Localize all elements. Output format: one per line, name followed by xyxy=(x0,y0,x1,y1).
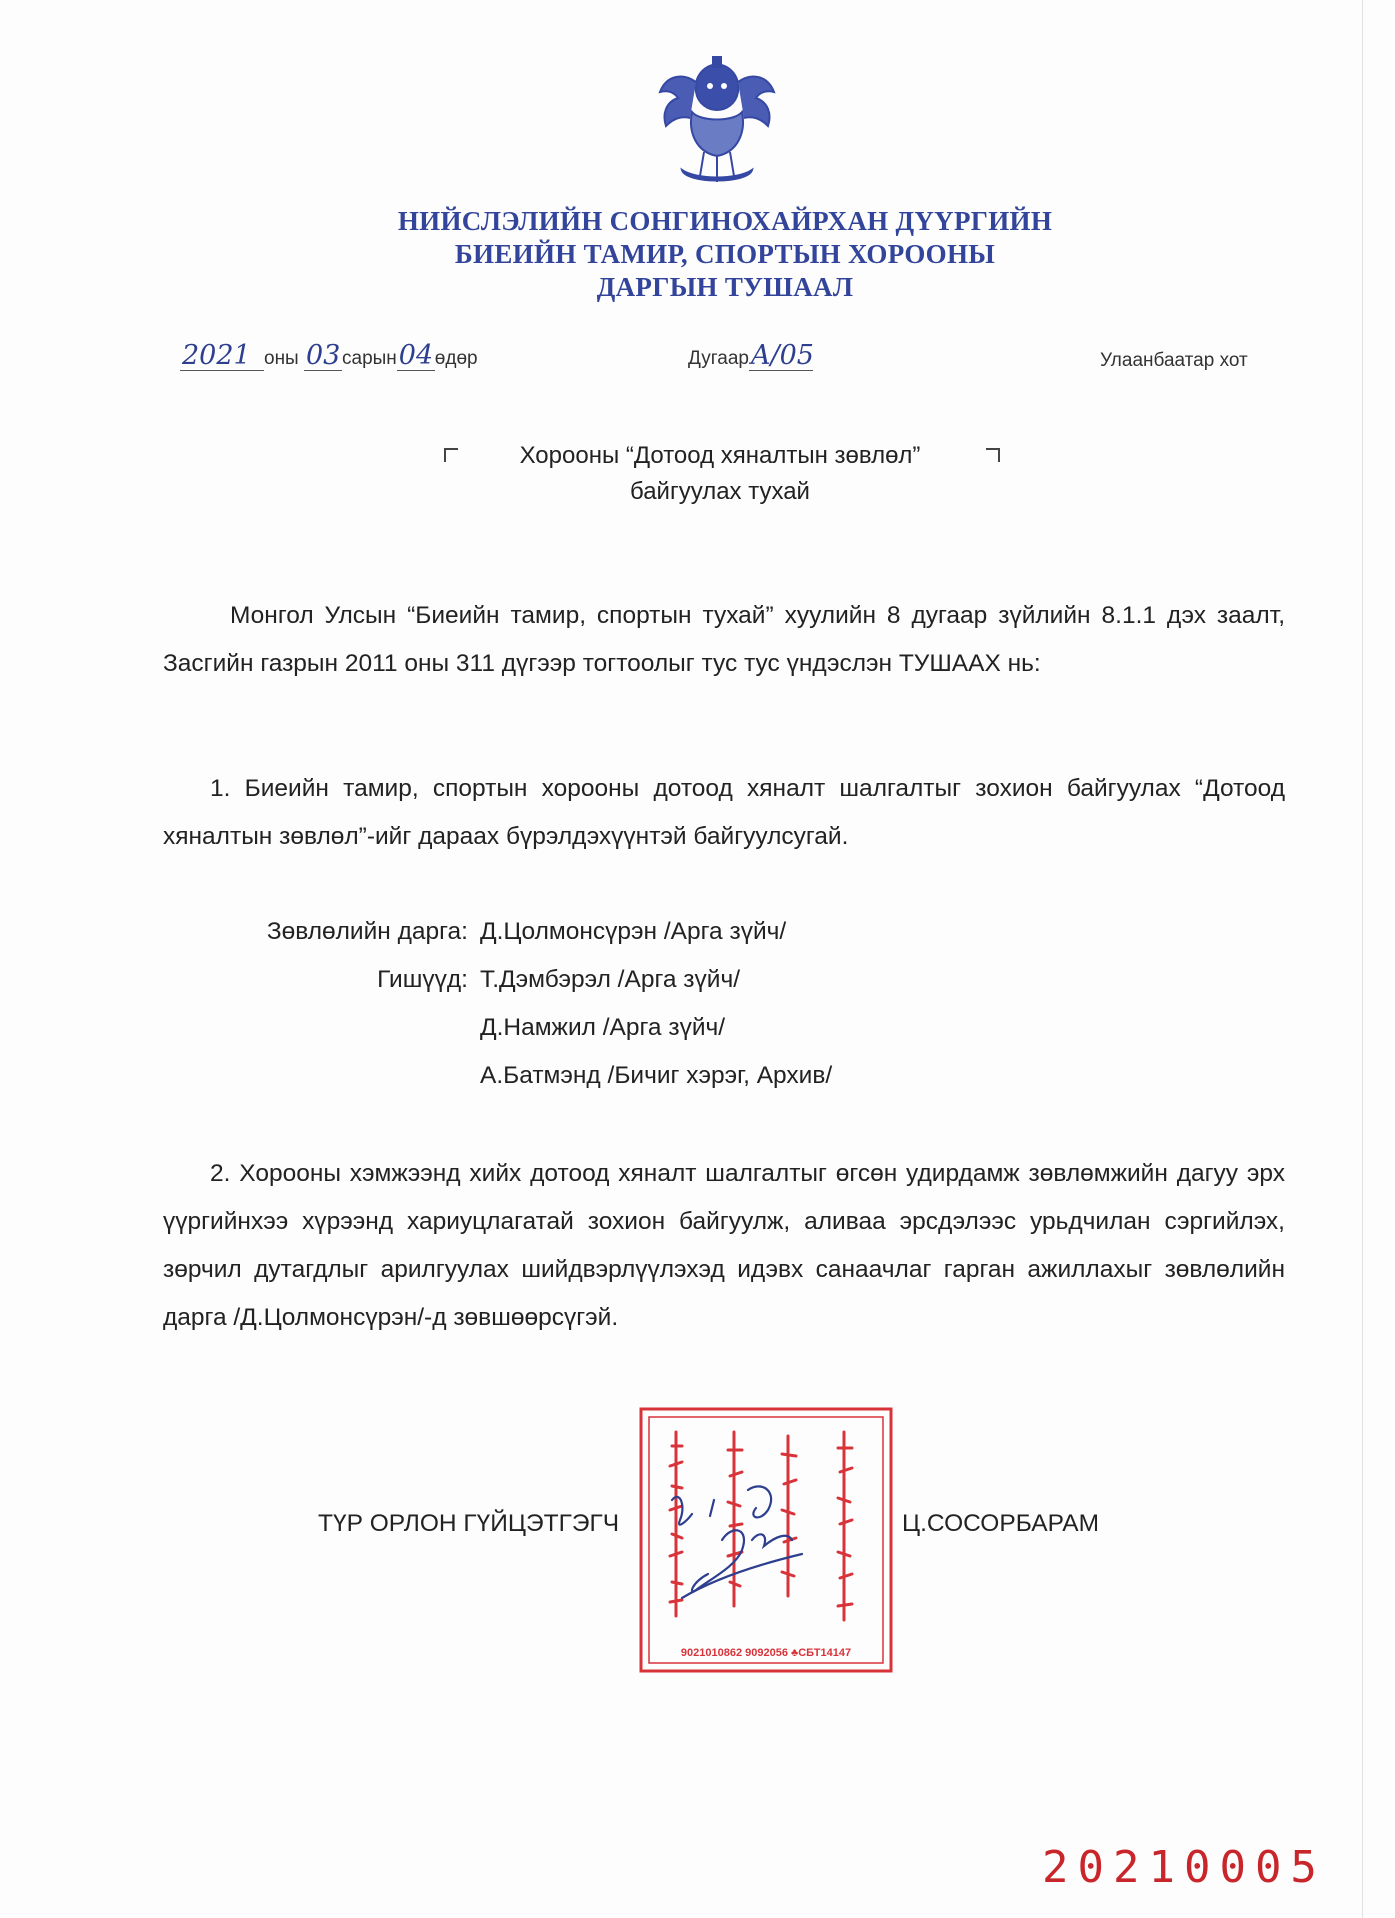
council-member-labels xyxy=(200,908,468,1004)
chair-name: Д.Цолмонсүрэн /Арга зүйч/ xyxy=(480,918,787,945)
date-day: 04 xyxy=(398,340,434,371)
signatory-title: ТҮР ОРЛОН ГҮЙЦЭТГЭГЧ xyxy=(318,1510,620,1537)
date-year: 2021 xyxy=(180,342,264,371)
document-date xyxy=(180,342,478,371)
order-item-2: 2. Хорооны хэмжээнд хийх дотоод хяналт шалгалтыг өгсөн удирдамж зөвлөмжийн дагуу эрх үүргийнхээ хүрээнд хариуцлагатай зохион байгуулж, аливаа эрсдэлээс урьдчилан сэргийлэх, зөрчил дутагдлыг арилгуулах шийдвэрлүүлэхэд идэвх санаачлаг гарган ажиллахыг зөвлөлийн дарга /Д.Цолмонсүрэн/-д зөвшөөрсүгэй. xyxy=(163,1160,1285,1331)
header-line-1: НИЙСЛЭЛИЙН СОНГИНОХАЙРХАН ДҮҮРГИЙН xyxy=(397,206,1053,236)
date-month-suffix: сарын xyxy=(342,348,397,369)
document-city: Улаанбаатар хот xyxy=(1100,350,1248,371)
number-value: A/05 xyxy=(751,340,814,371)
member-name: А.Батмэнд /Бичиг хэрэг, Архив/ xyxy=(480,1062,833,1089)
document-number xyxy=(688,342,813,371)
date-year-suffix: оны xyxy=(264,348,299,369)
page-edge xyxy=(1362,0,1363,1918)
handwritten-signature xyxy=(652,1470,832,1620)
member-name: Т.Дэмбэрэл /Арга зүйч/ xyxy=(480,966,741,993)
preamble-paragraph: Монгол Улсын “Биеийн тамир, спортын тухай” хуулийн 8 дугаар зүйлийн 8.1.1 дэх заалт, Засгийн газрын 2011 оны 311 дүгээр тогтоолыг тус тус үндэслэн ТУШААХ нь: xyxy=(163,602,1285,677)
date-day-suffix: өдөр xyxy=(434,348,478,369)
order-item-1: 1. Биеийн тамир, спортын хорооны дотоод хяналт шалгалтыг зохион байгуулах “Дотоод хяналтын зөвлөл”-ийг дараах бүрэлдэхүүнтэй байгуулсугай. xyxy=(163,775,1285,850)
chair-label: Зөвлөлийн дарга: xyxy=(266,918,468,945)
subject-line-1: Хорооны “Дотоод хяналтын зөвлөл” xyxy=(519,442,921,469)
signatory-name: Ц.СОСОРБАРАМ xyxy=(902,1510,1100,1537)
stamp-codes: 9021010862 9092056 ♣СБТ14147 xyxy=(680,1647,852,1659)
document-subject xyxy=(440,438,1000,510)
registration-number: 20210005 xyxy=(1042,1842,1326,1893)
member-name: Д.Намжил /Арга зүйч/ xyxy=(480,1014,726,1041)
header-line-3: ДАРГЫН ТУШААЛ xyxy=(596,272,854,302)
subject-line-2: байгуулах тухай xyxy=(630,478,810,505)
council-member-list xyxy=(480,908,1080,1100)
header-line-2: БИЕИЙН ТАМИР, СПОРТЫН ХОРООНЫ xyxy=(454,239,996,269)
document-header xyxy=(300,205,1150,304)
state-emblem-icon xyxy=(652,52,782,192)
members-label: Гишүүд: xyxy=(377,966,468,993)
date-month: 03 xyxy=(306,340,341,371)
number-label: Дугаар xyxy=(688,348,749,369)
